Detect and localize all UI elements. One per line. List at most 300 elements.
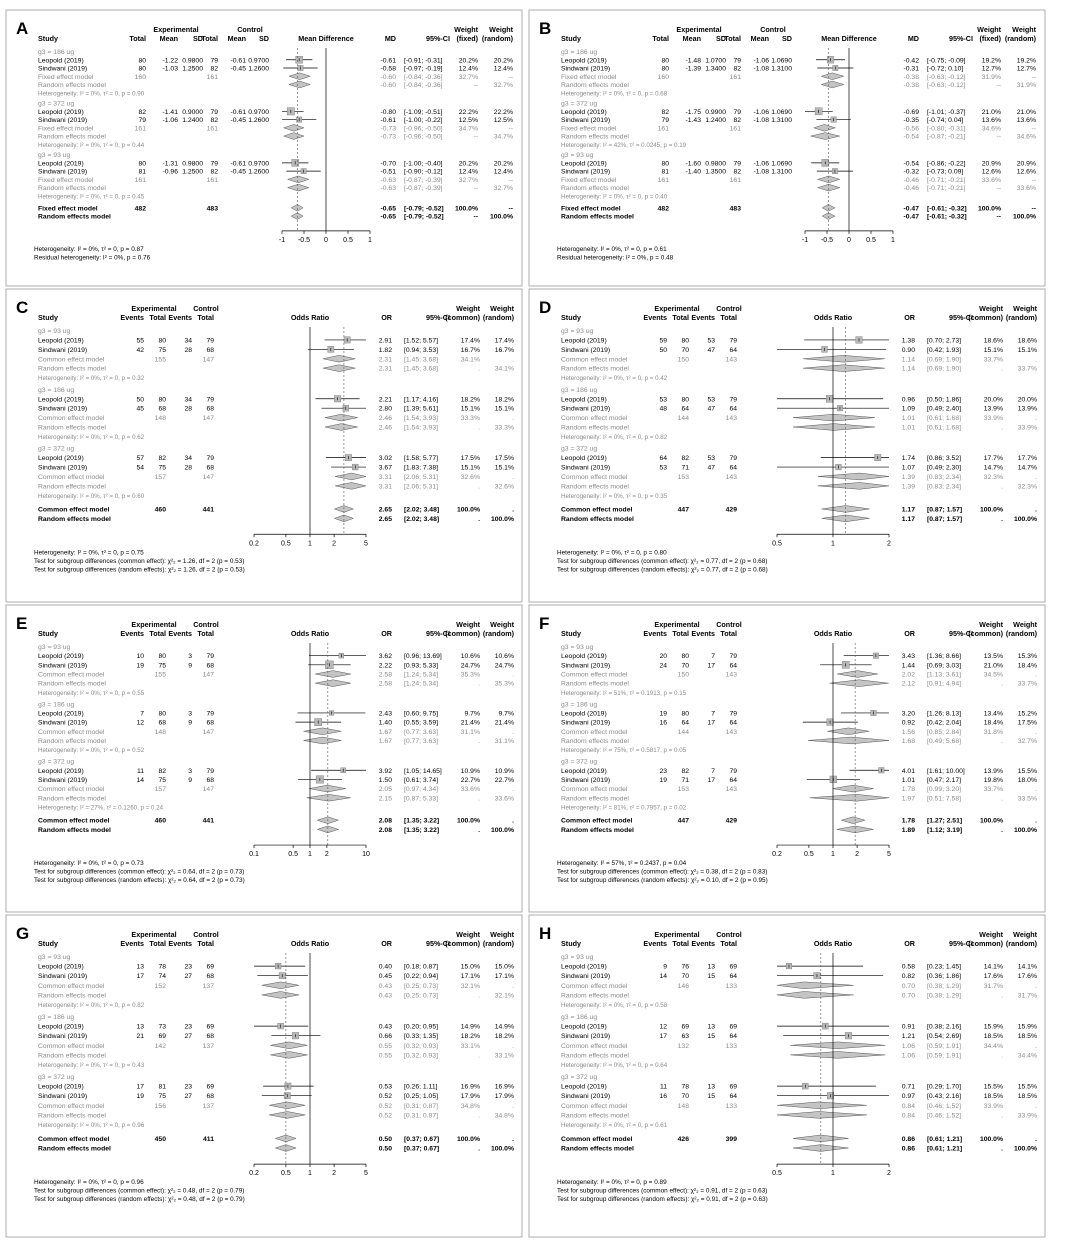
estimate-value: 1.38 xyxy=(901,337,915,345)
estimate-value: 1.74 xyxy=(901,455,915,463)
panel-letter: A xyxy=(16,19,29,38)
total-e: 68 xyxy=(158,719,166,727)
estimate-value: -0.56 xyxy=(903,125,919,133)
subgroup-label: g3 = 186 ug xyxy=(561,1014,598,1021)
overall-fixed-row-label: Common effect model xyxy=(561,817,633,825)
events-e: 19 xyxy=(136,1093,144,1101)
weight-random-value: 33.3% xyxy=(494,424,514,432)
weight-random-value: -- xyxy=(508,176,513,184)
fixed-row-label: Common effect model xyxy=(38,1042,105,1050)
subgroup-label: g3 = 372 ug xyxy=(561,1074,598,1081)
mean-e: -1.03 xyxy=(162,65,178,73)
weight-random-value: . xyxy=(512,415,514,423)
heterogeneity-text: Heterogeneity: I² = 51%, τ² = 0.1913, p = 0.15 xyxy=(561,689,687,697)
fixed-row-label: Fixed effect model xyxy=(38,73,94,81)
x-tick-label: 0.1 xyxy=(249,851,259,859)
total-c: 69 xyxy=(729,1023,737,1031)
total-c: 441 xyxy=(202,506,214,514)
weight-random-value: . xyxy=(1035,1042,1037,1050)
x-tick-label: 2 xyxy=(887,1170,891,1178)
total-e: 161 xyxy=(134,125,146,133)
study-row-label: Sindwani (2019) xyxy=(38,662,88,670)
weight-random-value: 14.7% xyxy=(1017,464,1037,472)
weight-fixed-value: 20.9% xyxy=(981,160,1001,168)
ci-value: [-0.61; -0.32] xyxy=(927,205,967,213)
events-e: 50 xyxy=(136,396,144,404)
estimate-value: 3.31 xyxy=(378,483,392,491)
events-c: 15 xyxy=(707,1033,715,1041)
control-header: Control xyxy=(716,620,742,629)
footer-text: Heterogeneity: I² = 0%, τ² = 0, p = 0.87 xyxy=(34,245,144,253)
mean-c: -1.08 xyxy=(753,65,769,73)
ci-value: [-0.72; 0.10] xyxy=(927,65,964,73)
weight-random-value: 33.9% xyxy=(1017,1112,1037,1120)
weight-fixed-value: 100.0% xyxy=(456,817,480,825)
estimate-value: 2.22 xyxy=(378,662,392,670)
sd-e: 1.2500 xyxy=(182,65,203,73)
weight-random-value: . xyxy=(1035,728,1037,736)
total-c: 79 xyxy=(729,337,737,345)
weight-random-value: . xyxy=(1035,786,1037,794)
column-header: Total xyxy=(720,629,737,638)
column-header: SD xyxy=(193,34,203,43)
column-header: Events xyxy=(643,313,667,322)
weight-fixed-value: 100.0% xyxy=(977,205,1001,213)
column-header: Events xyxy=(691,313,715,322)
weight-random-value: 10.9% xyxy=(494,767,514,775)
weight-random-value: . xyxy=(512,982,514,990)
estimate-value: 2.05 xyxy=(378,786,392,794)
weight-random-value: 100.0% xyxy=(1012,213,1036,221)
events-e: 17 xyxy=(136,973,144,981)
estimate-value: 2.31 xyxy=(378,365,392,373)
events-c: 3 xyxy=(188,653,192,661)
x-tick-label: 1 xyxy=(308,540,312,548)
weight-fixed-value: 14.7% xyxy=(983,464,1003,472)
study-row-label: Sindwani (2019) xyxy=(38,776,88,784)
ci-value: [0.70; 2.73] xyxy=(927,337,962,345)
x-tick-label: 2 xyxy=(332,1170,337,1178)
weight-random-value: 10.6% xyxy=(494,653,514,661)
events-e: 13 xyxy=(136,963,144,971)
ci-value: [1.54; 3.93] xyxy=(404,424,439,432)
total-c: 79 xyxy=(729,653,737,661)
weight-fixed-value: -- xyxy=(473,82,478,89)
events-c: 47 xyxy=(707,464,715,472)
weight-fixed-value: 100.0% xyxy=(454,205,478,213)
random-row-label: Random effects model xyxy=(561,185,629,193)
panel-B xyxy=(529,10,1045,286)
weight-fixed-value: . xyxy=(1001,365,1003,373)
total-c: 82 xyxy=(210,65,218,73)
events-c: 34 xyxy=(184,337,192,345)
fixed-row-label: Common effect model xyxy=(561,786,628,794)
total-e: 150 xyxy=(677,671,689,679)
subgroup-label: g3 = 93 ug xyxy=(38,644,71,651)
estimate-value: 1.01 xyxy=(901,776,915,784)
sd-e: 1.3400 xyxy=(705,65,726,73)
estimate-value: 1.06 xyxy=(901,1052,915,1060)
estimate-value: -0.69 xyxy=(903,108,919,116)
total-e: 74 xyxy=(158,973,166,981)
estimate-value: -0.73 xyxy=(380,125,396,133)
weight-fixed-value: 17.4% xyxy=(460,337,480,345)
weight-fixed-value: 34.8% xyxy=(460,1102,480,1110)
estimate-value: 0.45 xyxy=(378,973,392,981)
mean-c: -1.08 xyxy=(753,117,769,125)
column-header: Total xyxy=(724,34,741,43)
total-c: 133 xyxy=(725,1102,737,1110)
events-c: 17 xyxy=(707,776,715,784)
events-e: 16 xyxy=(659,719,667,727)
weight-fixed-value: 17.9% xyxy=(460,1093,480,1101)
heterogeneity-text: Heterogeneity: I² = 0%, τ² = 0, p = 0.60 xyxy=(38,492,145,500)
column-header: Total xyxy=(197,939,214,948)
heterogeneity-text: Heterogeneity: I² = 0%, τ² = 0, p = 0.90 xyxy=(38,90,145,98)
x-tick-label: 0.2 xyxy=(249,1170,259,1178)
weight-random-value: 22.7% xyxy=(494,776,514,784)
ci-value: [0.83; 2.34] xyxy=(927,483,962,491)
total-e: 152 xyxy=(154,982,166,990)
estimate-value: 2.80 xyxy=(378,405,392,413)
events-e: 42 xyxy=(136,346,144,354)
total-c: 79 xyxy=(206,653,214,661)
weight-fixed-value: -- xyxy=(996,185,1001,193)
study-row-label: Leopold (2019) xyxy=(38,160,84,168)
estimate-value: 2.08 xyxy=(378,817,392,825)
weight-random-value: 17.6% xyxy=(1017,973,1037,981)
weight-random-header: (random) xyxy=(1005,939,1037,948)
x-tick-label: 0.2 xyxy=(249,540,259,548)
heterogeneity-text: Heterogeneity: I² = 0%, τ² = 0, p = 0.32 xyxy=(38,375,145,383)
total-e: 70 xyxy=(681,346,689,354)
ci-value: [0.93; 5.33] xyxy=(404,662,439,670)
estimate-header: MD xyxy=(907,34,919,43)
total-c: 143 xyxy=(725,415,737,423)
weight-random-value: 34.6% xyxy=(1016,133,1036,141)
estimate-value: -0.80 xyxy=(380,108,396,116)
total-e: 80 xyxy=(158,653,166,661)
study-header: Study xyxy=(38,313,58,322)
weight-fixed-value: 15.1% xyxy=(460,405,480,413)
column-header: Events xyxy=(120,313,144,322)
x-tick-label: -1 xyxy=(801,236,809,244)
ci-value: [0.20; 0.95] xyxy=(404,1023,439,1031)
weight-fixed-value: 13.6% xyxy=(981,117,1001,125)
fixed-row-label: Common effect model xyxy=(38,786,105,794)
events-e: 11 xyxy=(659,1083,667,1091)
column-header: Total xyxy=(129,34,146,43)
weight-random-value: 12.5% xyxy=(493,117,513,125)
subgroup-label: g3 = 372 ug xyxy=(561,445,598,453)
ci-value: [1.61; 10.00] xyxy=(927,767,965,775)
heterogeneity-text: Heterogeneity: I² = 0%, τ² = 0, p = 0.82 xyxy=(561,433,668,441)
overall-fixed-row-label: Common effect model xyxy=(561,1135,633,1143)
weight-fixed-value: 12.6% xyxy=(981,168,1001,176)
ci-value: [0.85; 2.84] xyxy=(927,728,962,736)
estimate-value: 0.96 xyxy=(901,396,915,404)
estimate-value: 0.71 xyxy=(901,1083,915,1091)
ci-value: [0.61; 3.74] xyxy=(404,776,439,784)
random-row-label: Random effects model xyxy=(561,737,629,745)
weight-fixed-value: 17.7% xyxy=(983,455,1003,463)
events-c: 53 xyxy=(707,337,715,345)
weight-random-value: 100.0% xyxy=(490,826,514,834)
weight-random-header: (random) xyxy=(482,313,514,322)
events-c: 9 xyxy=(188,719,192,727)
events-c: 15 xyxy=(707,973,715,981)
sd-c: 0.9700 xyxy=(248,160,269,168)
ci-value: [-0.79; -0.52] xyxy=(404,213,444,221)
weight-random-value: 18.0% xyxy=(1017,776,1037,784)
x-tick-label: 1 xyxy=(308,851,312,859)
mean-c: -1.06 xyxy=(753,108,769,116)
ci-value: [-0.96; -0.50] xyxy=(404,125,443,133)
ci-value: [1.45; 3.68] xyxy=(404,365,439,373)
study-row-label: Leopold (2019) xyxy=(561,108,607,116)
weight-header: Weight xyxy=(456,304,480,313)
fixed-row-label: Common effect model xyxy=(38,671,105,679)
total-c: 161 xyxy=(206,73,218,81)
heterogeneity-text: Heterogeneity: I² = 0%, τ² = 0, p = 0.52 xyxy=(38,747,145,755)
estimate-value: 2.12 xyxy=(901,680,915,688)
column-header: Mean xyxy=(682,34,701,43)
total-c: 64 xyxy=(729,662,737,670)
mean-c: -0.61 xyxy=(230,108,246,116)
events-e: 23 xyxy=(659,767,667,775)
ci-value: [0.47; 2.17] xyxy=(927,776,962,784)
column-header: Total xyxy=(672,313,689,322)
estimate-value: 0.86 xyxy=(901,1145,915,1153)
x-tick-label: 0.5 xyxy=(804,851,814,859)
weight-random-value: 20.2% xyxy=(493,57,513,65)
weight-fixed-value: 33.7% xyxy=(983,786,1003,794)
total-c: 68 xyxy=(206,973,214,981)
total-e: 80 xyxy=(661,160,669,168)
weight-random-value: 15.2% xyxy=(1017,710,1037,718)
study-row-label: Sindwani (2019) xyxy=(561,776,611,784)
total-c: 79 xyxy=(733,57,741,65)
x-tick-label: 2 xyxy=(887,540,891,548)
fixed-row-label: Common effect model xyxy=(561,415,628,423)
total-c: 64 xyxy=(729,464,737,472)
mean-e: -1.39 xyxy=(685,65,701,73)
ci-value: [1.58; 5.77] xyxy=(404,455,439,463)
events-e: 57 xyxy=(136,455,144,463)
estimate-value: 3.31 xyxy=(378,473,392,481)
total-e: 78 xyxy=(681,1083,689,1091)
footer-text: Heterogeneity: I² = 0%, τ² = 0, p = 0.89 xyxy=(557,1179,667,1187)
x-tick-label: 2 xyxy=(332,540,337,548)
total-c: 79 xyxy=(729,396,737,404)
estimate-value: -0.31 xyxy=(903,65,919,73)
estimate-value: 2.21 xyxy=(378,396,392,404)
total-e: 81 xyxy=(661,168,669,176)
estimate-value: -0.65 xyxy=(380,205,396,213)
sd-e: 1.0700 xyxy=(705,57,726,65)
ci-value: [-0.79; -0.52] xyxy=(404,205,444,213)
weight-random-value: 33.9% xyxy=(1017,424,1037,432)
events-e: 17 xyxy=(136,1083,144,1091)
events-c: 53 xyxy=(707,455,715,463)
weight-fixed-value: . xyxy=(1001,1145,1003,1153)
total-e: 447 xyxy=(677,506,689,514)
fixed-row-label: Common effect model xyxy=(561,671,628,679)
total-e: 80 xyxy=(158,710,166,718)
study-row-label: Sindwani (2019) xyxy=(38,405,88,413)
total-e: 153 xyxy=(677,473,689,481)
total-e: 82 xyxy=(138,108,146,116)
weight-fixed-value: . xyxy=(478,1145,480,1153)
weight-fixed-value: 31.9% xyxy=(981,73,1001,81)
ci-value: [-0.75; -0.09] xyxy=(927,57,966,65)
fixed-row-label: Fixed effect model xyxy=(38,176,94,184)
total-c: 82 xyxy=(733,65,741,73)
heterogeneity-text: Heterogeneity: I² = 0%, τ² = 0, p = 0.68 xyxy=(561,90,668,98)
ci-value: [0.61; 1.21] xyxy=(927,1145,963,1153)
weight-fixed-header: (fixed) xyxy=(456,34,478,43)
ci-value: [-0.84; -0.36] xyxy=(404,82,443,89)
weight-random-value: 32.6% xyxy=(494,483,514,491)
weight-random-value: 19.2% xyxy=(1016,57,1036,65)
weight-random-value: . xyxy=(1035,506,1037,514)
weight-fixed-value: 100.0% xyxy=(456,1135,480,1143)
subgroup-label: g3 = 186 ug xyxy=(561,701,598,709)
ci-value: [-0.61; -0.32] xyxy=(927,213,967,221)
weight-fixed-value: . xyxy=(478,1052,480,1060)
control-header: Control xyxy=(193,304,219,313)
ci-value: [-0.86; -0.22] xyxy=(927,160,966,168)
panel-letter: E xyxy=(16,614,28,633)
estimate-value: -0.54 xyxy=(903,133,919,141)
x-tick-label: 1 xyxy=(831,540,835,548)
study-row-label: Leopold (2019) xyxy=(38,1023,84,1031)
overall-random-row-label: Random effects model xyxy=(38,515,111,523)
panel-A xyxy=(6,10,522,286)
weight-random-value: . xyxy=(512,1042,514,1050)
weight-random-value: 100.0% xyxy=(1013,1145,1037,1153)
footer-text: Test for subgroup differences (common effect): χ²₂ = 0.64, df = 2 (p = 0.73) xyxy=(34,868,245,876)
weight-fixed-value: 10.9% xyxy=(460,767,480,775)
weight-random-value: 33.6% xyxy=(494,795,514,803)
sd-c: 0.9700 xyxy=(248,108,269,116)
ci-value: [0.38; 1.29] xyxy=(927,982,962,990)
estimate-value: 1.07 xyxy=(901,464,915,472)
ci-value: [0.51; 7.58] xyxy=(927,795,962,803)
events-c: 47 xyxy=(707,405,715,413)
weight-random-value: . xyxy=(512,728,514,736)
total-e: 82 xyxy=(158,455,166,463)
column-header: Total xyxy=(149,313,166,322)
study-row-label: Leopold (2019) xyxy=(38,710,84,718)
sd-c: 1.0690 xyxy=(771,57,792,65)
footer-text: Test for subgroup differences (common effect): χ²₂ = 0.91, df = 2 (p = 0.63) xyxy=(557,1187,768,1195)
control-header: Control xyxy=(193,620,219,629)
ci-header: 95%-CI xyxy=(426,34,450,43)
estimate-value: 1.78 xyxy=(901,817,915,825)
ci-value: [0.23; 1.45] xyxy=(927,963,962,971)
x-tick-label: 0.5 xyxy=(772,540,782,548)
weight-fixed-value: . xyxy=(1001,680,1003,688)
weight-fixed-value: 34.7% xyxy=(458,125,478,133)
weight-random-value: -- xyxy=(508,73,513,81)
total-c: 68 xyxy=(206,464,214,472)
weight-random-value: 13.6% xyxy=(1016,117,1036,125)
weight-random-value: 34.8% xyxy=(494,1112,514,1120)
study-row-label: Sindwani (2019) xyxy=(561,1033,611,1041)
estimate-value: -0.60 xyxy=(380,82,396,89)
total-c: 64 xyxy=(729,1093,737,1101)
random-row-label: Random effects model xyxy=(561,365,629,373)
total-c: 161 xyxy=(206,125,218,133)
total-c: 82 xyxy=(210,117,218,125)
study-row-label: Sindwani (2019) xyxy=(561,719,611,727)
fixed-row-label: Fixed effect model xyxy=(561,73,617,81)
column-header: Events xyxy=(120,629,144,638)
total-e: 80 xyxy=(138,160,146,168)
weight-fixed-value: 16.7% xyxy=(460,346,480,354)
weight-fixed-value: 19.8% xyxy=(983,776,1003,784)
footer-text: Heterogeneity: I² = 0%, τ² = 0, p = 0.73 xyxy=(34,860,144,868)
ci-value: [1.05; 14.65] xyxy=(404,767,442,775)
weight-header: Weight xyxy=(490,304,514,313)
total-e: 64 xyxy=(681,719,689,727)
ci-value: [1.13; 3.61] xyxy=(927,671,962,679)
ci-value: [0.49; 2.30] xyxy=(927,464,962,472)
weight-random-value: 15.5% xyxy=(1017,767,1037,775)
sd-e: 1.3500 xyxy=(705,168,726,176)
weight-header: Weight xyxy=(490,620,514,629)
weight-random-header: (random) xyxy=(1004,34,1036,43)
study-row-label: Leopold (2019) xyxy=(38,455,84,463)
estimate-value: 4.01 xyxy=(901,767,915,775)
estimate-header: OR xyxy=(381,939,392,948)
estimate-value: -0.47 xyxy=(903,213,919,221)
ci-value: [0.42; 1.93] xyxy=(927,346,962,354)
events-e: 53 xyxy=(659,396,667,404)
study-row-label: Sindwani (2019) xyxy=(561,1093,611,1101)
total-e: 161 xyxy=(134,176,146,184)
estimate-value: 0.55 xyxy=(378,1042,392,1050)
total-c: 133 xyxy=(725,982,737,990)
weight-fixed-value: 33.1% xyxy=(460,1042,480,1050)
sd-c: 1.2600 xyxy=(248,117,269,125)
total-c: 147 xyxy=(202,786,214,794)
weight-fixed-value: 34.4% xyxy=(983,1042,1003,1050)
total-e: 155 xyxy=(154,671,166,679)
total-e: 80 xyxy=(138,65,146,73)
ci-value: [-1.09; -0.51] xyxy=(404,108,443,116)
panel-letter: D xyxy=(539,298,552,317)
estimate-value: 1.09 xyxy=(901,405,915,413)
x-tick-label: 1 xyxy=(308,1170,312,1178)
total-e: 82 xyxy=(681,455,689,463)
events-c: 13 xyxy=(707,1083,715,1091)
weight-random-value: . xyxy=(1035,356,1037,364)
total-c: 79 xyxy=(729,710,737,718)
footer-text: Residual heterogeneity: I² = 0%, p = 0.76 xyxy=(34,254,151,262)
weight-random-value: . xyxy=(1035,1102,1037,1110)
ci-value: [1.83; 7.38] xyxy=(404,464,439,472)
random-row-label: Random effects model xyxy=(38,483,106,491)
total-c: 69 xyxy=(206,963,214,971)
total-e: 148 xyxy=(154,415,166,423)
ci-value: [0.69; 3.03] xyxy=(927,662,962,670)
subgroup-label: g3 = 186 ug xyxy=(38,49,75,56)
weight-fixed-value: 100.0% xyxy=(979,817,1003,825)
weight-random-value: . xyxy=(1035,473,1037,481)
overall-fixed-row-label: Common effect model xyxy=(38,1135,110,1143)
